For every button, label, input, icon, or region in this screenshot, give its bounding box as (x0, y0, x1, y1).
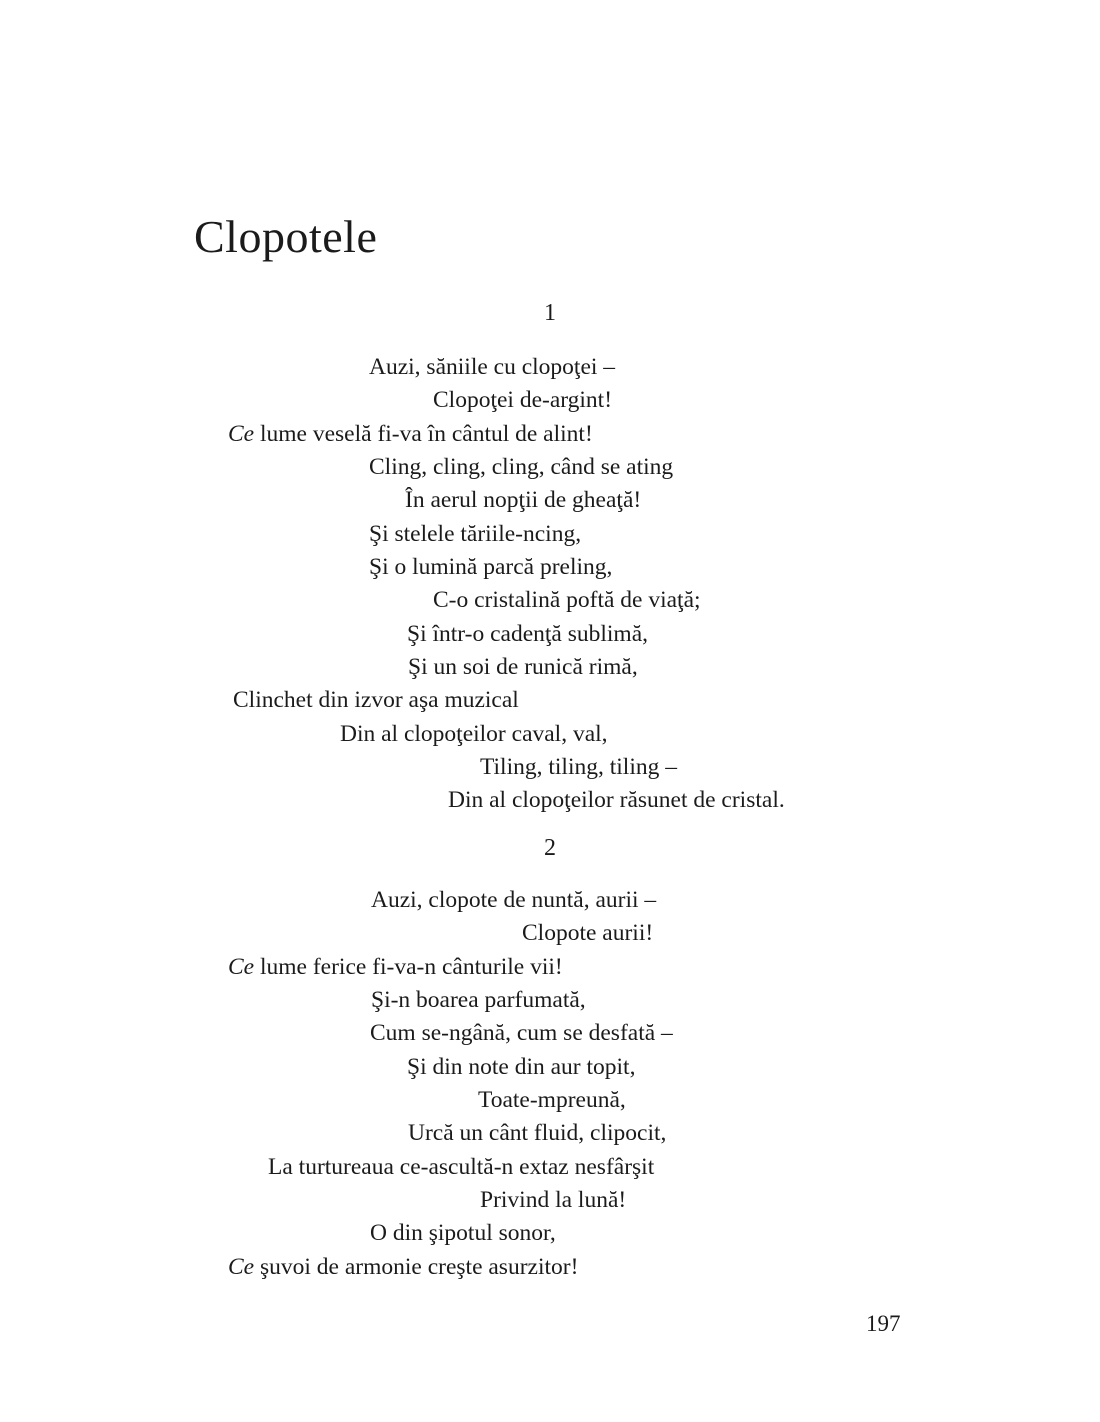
poem-line: Din al clopoţeilor caval, val, (340, 720, 608, 747)
poem-line: Şi într-o cadenţă sublimă, (407, 620, 649, 647)
poem-line: Ce lume ferice fi-va-n cânturile vii! (228, 953, 563, 980)
poem-line: Şi stelele tăriile-ncing, (369, 520, 582, 547)
poem-line: C-o cristalină poftă de viaţă; (433, 587, 701, 614)
stanza (228, 351, 1100, 818)
poem-line: Auzi, clopote de nuntă, aurii – (371, 887, 657, 913)
poem-line: Auzi, săniile cu clopoţei – (369, 354, 616, 380)
page-number: 197 (866, 1311, 901, 1336)
poem-line: Cum se-ngână, cum se desfată – (370, 1020, 673, 1047)
poem-line: Şi-n boarea parfumată, (371, 987, 586, 1014)
poem-line: Şi o lumină parcă preling, (369, 554, 613, 581)
poem-line: Clopote aurii! (522, 920, 654, 947)
stanza (228, 884, 1100, 1284)
italic-word: Ce (228, 953, 255, 980)
poem-title: Clopotele (194, 211, 378, 262)
poem-line: Clinchet din izvor aşa muzical (233, 687, 519, 714)
poem-line: Din al clopoţeilor răsunet de cristal. (448, 787, 785, 814)
poem-line: Ce lume veselă fi-va în cântul de alint! (228, 420, 593, 447)
poem-line: Şi un soi de runică rimă, (408, 654, 638, 681)
poem-line: Cling, cling, cling, când se ating (369, 454, 674, 481)
poem-line: Toate-mpreună, (478, 1087, 626, 1114)
italic-word: Ce (228, 420, 255, 447)
poem-line: Privind la lună! (480, 1187, 627, 1214)
poem-line: La turtureaua ce-ascultă-n extaz nesfârşit (268, 1153, 655, 1180)
poem-line: O din şipotul sonor, (370, 1220, 556, 1247)
poem-line: Urcă un cânt fluid, clipocit, (408, 1120, 667, 1147)
poem-line: În aerul nopţii de gheaţă! (405, 487, 642, 514)
italic-word: Ce (228, 1253, 255, 1280)
poem-line: Ce şuvoi de armonie creşte asurzitor! (228, 1253, 579, 1280)
poem-line: Clopoţei de-argint! (433, 387, 613, 414)
poem-line: Şi din note din aur topit, (407, 1053, 636, 1080)
poem-line: Tiling, tiling, tiling – (480, 754, 677, 781)
stanza-number: 1 (544, 300, 556, 326)
stanza-number: 2 (544, 835, 556, 861)
